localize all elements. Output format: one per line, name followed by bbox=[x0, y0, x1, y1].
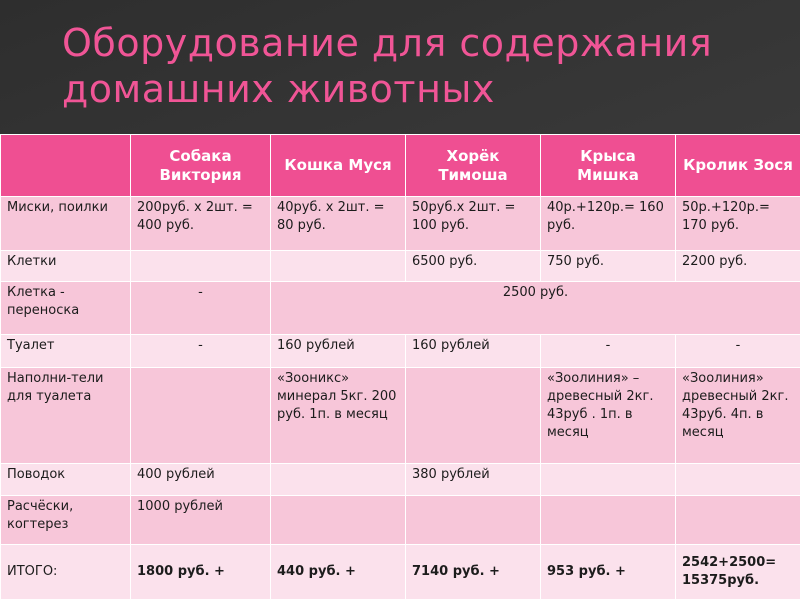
table-cell: «Зооникс» минерал 5кг. 200 руб. 1п. в месяц bbox=[271, 368, 406, 464]
table-cell-total: 440 руб. + bbox=[271, 545, 406, 600]
table-cell bbox=[131, 368, 271, 464]
table-cell bbox=[541, 464, 676, 496]
table-cell bbox=[271, 251, 406, 282]
table-cell: 50руб.х 2шт. = 100 руб. bbox=[406, 197, 541, 251]
table-cell bbox=[676, 464, 800, 496]
row-label: Наполни-тели для туалета bbox=[1, 368, 131, 464]
header-corner bbox=[1, 135, 131, 197]
table-cell bbox=[271, 464, 406, 496]
table-cell: «Зоолиния» – древесный 2кг. 43руб . 1п. в месяц bbox=[541, 368, 676, 464]
table-cell bbox=[541, 496, 676, 545]
table-cell bbox=[271, 496, 406, 545]
row-label: Клетка - переноска bbox=[1, 282, 131, 335]
table-cell: 1000 рублей bbox=[131, 496, 271, 545]
table-cell-merged: 2500 руб. bbox=[271, 282, 800, 335]
table-cell bbox=[131, 251, 271, 282]
table-cell: - bbox=[676, 335, 800, 368]
table-cell-total: 2542+2500= 15375руб. bbox=[676, 545, 800, 600]
table-cell bbox=[406, 368, 541, 464]
header-rat: Крыса Мишка bbox=[541, 135, 676, 197]
table-row bbox=[1, 282, 800, 335]
header-cat: Кошка Муся bbox=[271, 135, 406, 197]
table-row bbox=[1, 335, 800, 368]
table-row bbox=[1, 496, 800, 545]
table-cell-total: 7140 руб. + bbox=[406, 545, 541, 600]
table-cell: 160 рублей bbox=[406, 335, 541, 368]
table-row-total bbox=[1, 545, 800, 600]
table-row bbox=[1, 251, 800, 282]
table-cell: 380 рублей bbox=[406, 464, 541, 496]
table-cell: - bbox=[131, 282, 271, 335]
table-cell bbox=[676, 496, 800, 545]
table-cell: «Зоолиния» древесный 2кг. 43руб. 4п. в месяц bbox=[676, 368, 800, 464]
table-cell: 750 руб. bbox=[541, 251, 676, 282]
table-cell bbox=[406, 496, 541, 545]
slide-title: Оборудование для содержания домашних животных bbox=[62, 21, 713, 111]
table-row bbox=[1, 368, 800, 464]
row-label: Расчёски, когтерез bbox=[1, 496, 131, 545]
table-cell-total: 953 руб. + bbox=[541, 545, 676, 600]
table-header-row bbox=[1, 135, 800, 197]
row-label: Клетки bbox=[1, 251, 131, 282]
table-cell: 50р.+120р.= 170 руб. bbox=[676, 197, 800, 251]
row-label: Миски, поилки bbox=[1, 197, 131, 251]
table-cell: 40руб. х 2шт. = 80 руб. bbox=[271, 197, 406, 251]
table-cell: - bbox=[541, 335, 676, 368]
table-row bbox=[1, 464, 800, 496]
table-row bbox=[1, 197, 800, 251]
header-rabbit: Кролик Зося bbox=[676, 135, 800, 197]
table-cell: 40р.+120р.= 160 руб. bbox=[541, 197, 676, 251]
table-cell: 400 рублей bbox=[131, 464, 271, 496]
table-cell: 6500 руб. bbox=[406, 251, 541, 282]
header-ferret: Хорёк Тимоша bbox=[406, 135, 541, 197]
table-cell-total: 1800 руб. + bbox=[131, 545, 271, 600]
table-cell: 200руб. х 2шт. = 400 руб. bbox=[131, 197, 271, 251]
table-cell: 2200 руб. bbox=[676, 251, 800, 282]
table-cell: - bbox=[131, 335, 271, 368]
equipment-table bbox=[0, 134, 800, 600]
header-dog: Собака Виктория bbox=[131, 135, 271, 197]
row-label: Туалет bbox=[1, 335, 131, 368]
row-label: Поводок bbox=[1, 464, 131, 496]
table-cell: 160 рублей bbox=[271, 335, 406, 368]
row-label: ИТОГО: bbox=[1, 545, 131, 600]
